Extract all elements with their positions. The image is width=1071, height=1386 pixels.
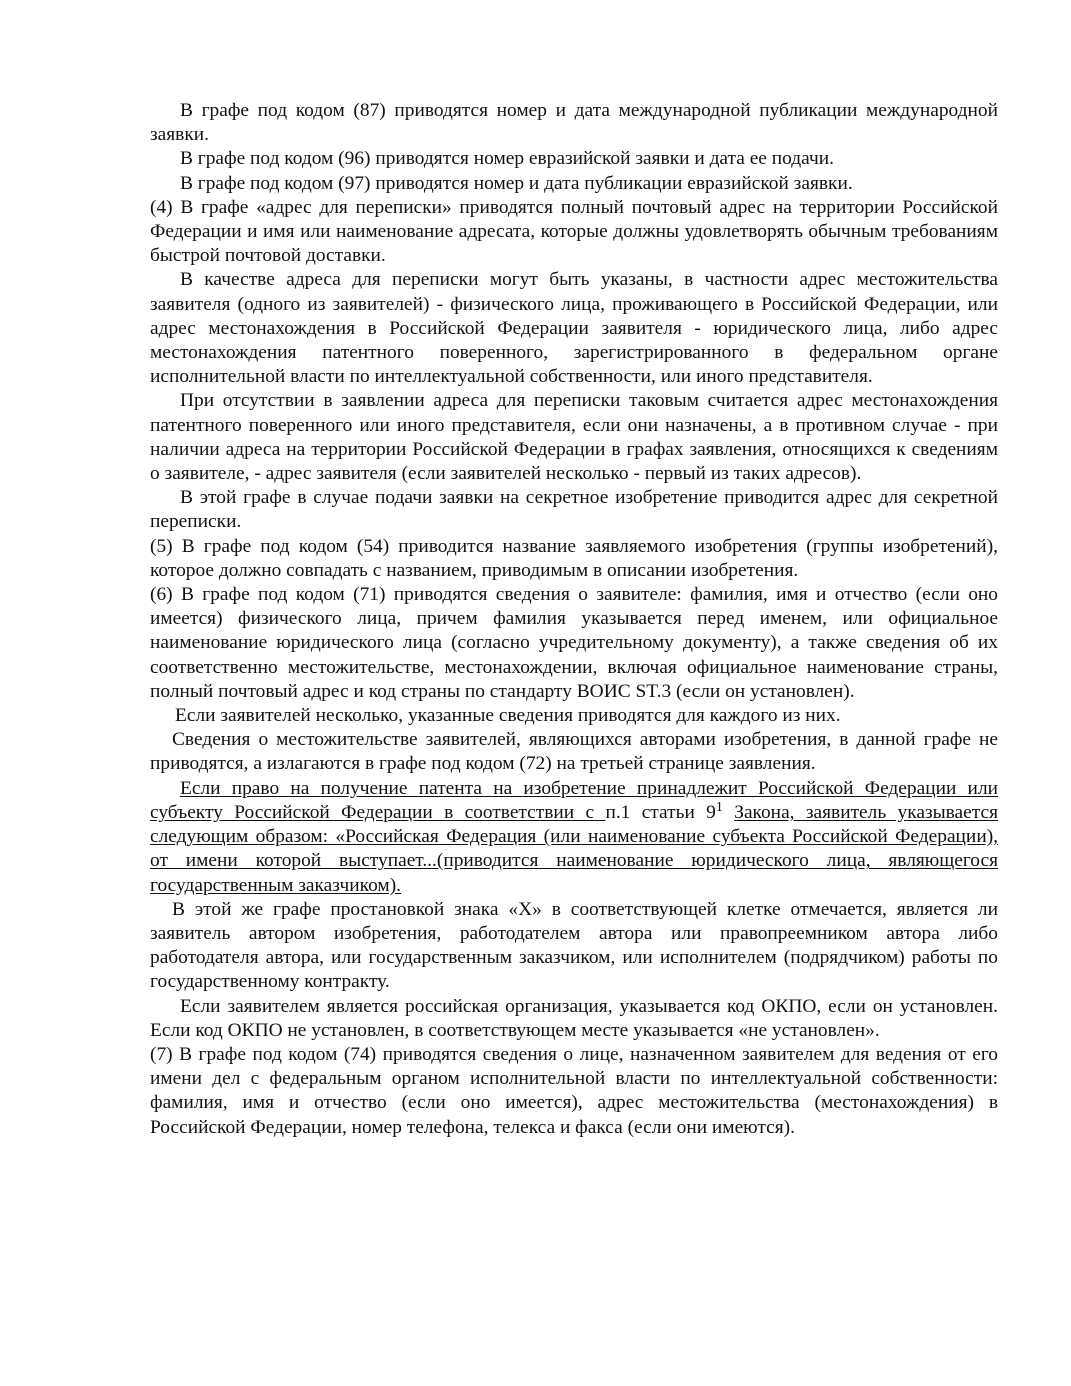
paragraph-item-4: (4) В графе «адрес для переписки» приводятся полный почтовый адрес на территории Российской Федерации и имя или наименование адресата, которые должны удовлетворять обычным требованиям быстрой почтовой доставки.: [150, 196, 998, 267]
paragraph-several-applicants: Если заявителей несколько, указанные сведения приводятся для каждого из них.: [175, 705, 841, 727]
paragraph-correspondence-address: В качестве адреса для переписки могут быть указаны, в частности адрес местожительства заявителя (одного из заявителей) - физического лица, проживающего в Российской Федерации, или адрес местонахождения в Российской Федерации заявителя - юридического лица, либо адрес местонахождения патентного поверенного, зарегистрированного в федеральном органе исполнительной власти по интеллектуальной собственности, или иного представителя.: [150, 269, 998, 388]
paragraph-code-87: В графе под кодом (87) приводятся номер и дата международной публикации международной заявки.: [150, 100, 998, 146]
paragraph-code-97: В графе под кодом (97) приводятся номер и дата публикации евразийской заявки.: [180, 172, 853, 194]
spacer-text: [723, 802, 734, 823]
paragraph-item-5: (5) В графе под кодом (54) приводится название заявляемого изобретения (группы изобретений), которое должно совпадать с названием, приводимым в описании изобретения.: [150, 535, 998, 581]
paragraph-applicants-residence: Сведения о местожительстве заявителей, являющихся авторами изобретения, в данной графе не приводятся, а излагаются в графе под кодом (72) на третьей странице заявления.: [150, 729, 998, 775]
paragraph-secret-invention: В этой графе в случае подачи заявки на секретное изобретение приводится адрес для секретной переписки.: [150, 487, 998, 533]
paragraph-x-mark: В этой же графе простановкой знака «Х» в соответствующей клетке отмечается, является ли заявитель автором изобретения, работодателем автора или правопреемником автора либо работодателя автора, или государственным заказчиком, или исполнителем (подрядчиком) работы по государственному контракту.: [150, 898, 998, 993]
document-page: [150, 99, 998, 1140]
article-reference: п.1 статьи 9: [605, 801, 716, 823]
paragraph-okpo-code: Если заявителем является российская организация, указывается код ОКПО, если он установлен. Если код ОКПО не установлен, в соответствующем месте указывается «не установлен».: [150, 995, 998, 1041]
paragraph-item-6: (6) В графе под кодом (71) приводятся сведения о заявителе: фамилия, имя и отчество (если оно имеется) физического лица, причем фамилия указывается перед именем, или официальное наименование юридического лица (согласно учредительному документу), а также сведения об их соответственно местожительстве, местонахождении, включая официальное наименование страны, полный почтовый адрес и код страны по стандарту ВОИС ST.3 (если он установлен).: [150, 584, 998, 702]
paragraph-code-96: В графе под кодом (96) приводятся номер евразийской заявки и дата ее подачи.: [180, 148, 834, 170]
article-superscript: 1: [715, 799, 723, 815]
underlined-text: Если право на получение патента на изобретение принадлежит Российской Федерации или субъекту Российской Федерации в соответствии с: [150, 777, 998, 823]
paragraph-russian-federation-right: [150, 777, 998, 898]
underlined-text-continued: Закона, заявитель указывается следующим образом: «Российская Федерация (или наименование субъекта Российской Федерации), от имени которой выступает...(приводится наименование юридического лица, являющегося государственным заказчиком).: [150, 801, 998, 896]
paragraph-item-7: (7) В графе под кодом (74) приводятся сведения о лице, назначенном заявителем для ведения от его имени дел с федеральным органом исполнительной власти по интеллектуальной собственности: фамилия, имя и отчество (если оно имеется), адрес местожительства (местонахождения) в Российской Федерации, номер телефона, телекса и факса (если они имеются).: [150, 1043, 998, 1138]
paragraph-absence-of-address: При отсутствии в заявлении адреса для переписки таковым считается адрес местонахождения патентного поверенного или иного представителя, если они назначены, а в противном случае - при наличии адреса на территории Российской Федерации в графах заявления, относящихся к сведениям о заявителе, - адрес заявителя (если заявителей несколько - первый из таких адресов).: [150, 390, 998, 485]
